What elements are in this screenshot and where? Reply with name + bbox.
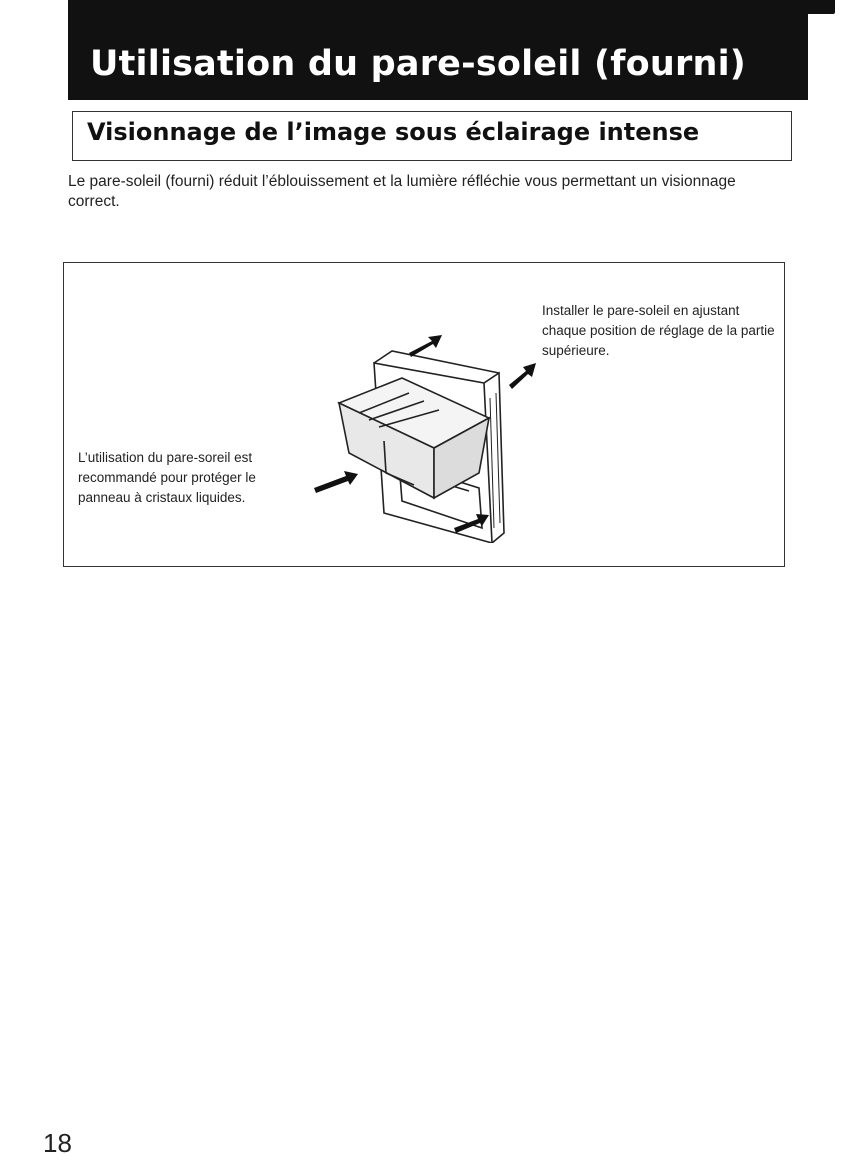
figure-box bbox=[63, 262, 785, 567]
title-bar-tab bbox=[795, 0, 835, 14]
page-number: 18 bbox=[43, 1128, 72, 1158]
sunshade-hood bbox=[339, 378, 489, 498]
page-title: Utilisation du pare-soleil (fourni) bbox=[90, 44, 746, 84]
intro-paragraph: Le pare-soleil (fourni) réduit l’éblouissement et la lumière réfléchie vous permettant un visionnage correct. bbox=[68, 173, 736, 210]
section-heading-box bbox=[72, 111, 792, 161]
caption-install: Installer le pare-soleil en ajustant chaque position de réglage de la partie supérieure. bbox=[542, 303, 775, 358]
section-heading: Visionnage de l’image sous éclairage intense bbox=[87, 118, 700, 146]
adjust-arrow-right bbox=[509, 363, 536, 389]
sunshade-illustration bbox=[314, 323, 544, 543]
adjust-arrow-left bbox=[314, 471, 358, 493]
adjust-arrow-bottom bbox=[454, 514, 489, 533]
caption-protection: L’utilisation du pare-soreil est recommandé pour protéger le panneau à cristaux liquides. bbox=[78, 450, 256, 505]
adjust-arrow-top bbox=[409, 335, 442, 357]
